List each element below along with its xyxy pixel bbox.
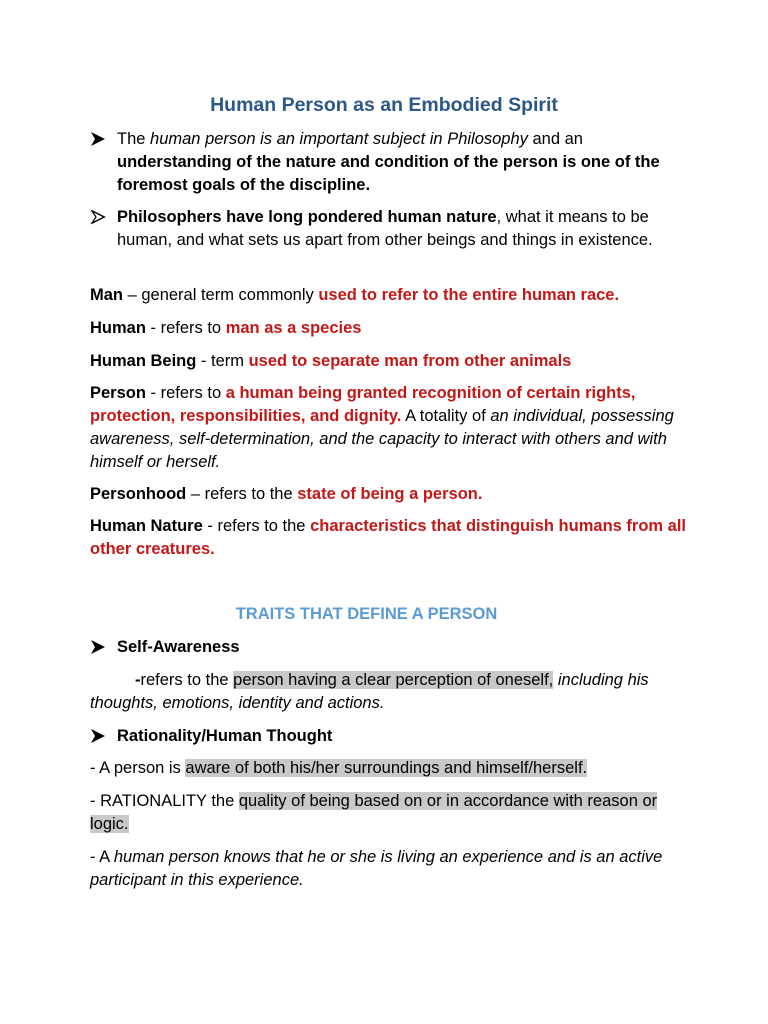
trait-text: - A person is <box>90 759 186 777</box>
dash-marker: - <box>135 671 141 689</box>
definition-emphasis: used to refer to the entire human race. <box>318 286 620 304</box>
arrowhead-bullet-icon <box>90 209 106 225</box>
intro-bold: understanding of the nature and condition of the person is one of the foremost goals of the discipline. <box>117 153 660 194</box>
trait-label: Rationality/Human Thought <box>117 727 333 745</box>
definition-human <box>90 317 690 340</box>
trait-rationality <box>90 725 680 748</box>
trait-self-awareness-desc <box>90 669 682 715</box>
definition-human-being <box>90 350 690 373</box>
definition-human-nature <box>90 515 690 561</box>
definition-emphasis: man as a species <box>225 319 362 337</box>
intro-bullet <box>90 128 680 197</box>
term-label: Human <box>90 319 146 337</box>
definition-text: – refers to the <box>186 485 298 503</box>
term-label: Person <box>90 384 146 402</box>
rationality-line-1 <box>90 757 690 780</box>
arrowhead-bullet-icon <box>90 131 106 147</box>
philosophers-bullet <box>90 206 680 252</box>
highlighted-text: aware of both his/her surroundings and himself/herself. <box>185 759 588 777</box>
highlighted-text: quality of being based on or in accordance with reason or logic. <box>90 792 658 833</box>
trait-text: refers to the <box>140 671 234 689</box>
definition-emphasis: characteristics that distinguish humans from all other creatures. <box>90 517 687 558</box>
definition-text: A totality of <box>401 407 491 425</box>
intro-text-mid: and an <box>527 130 583 148</box>
definition-emphasis: a human being granted recognition of certain rights, protection, responsibilities, and dignity. <box>90 384 636 425</box>
term-label: Human Being <box>90 352 197 370</box>
philosophers-bold: Philosophers have long pondered human nature <box>117 208 497 226</box>
highlighted-text: person having a clear perception of oneself, <box>233 671 554 689</box>
document-title: Human Person as an Embodied Spirit <box>210 94 558 116</box>
definition-emphasis: state of being a person. <box>297 485 483 503</box>
arrowhead-bullet-icon <box>90 639 106 655</box>
definition-person <box>90 382 682 474</box>
intro-italic: human person is an important subject in Philosophy <box>150 130 528 148</box>
trait-text: - RATIONALITY the <box>90 792 239 810</box>
definition-emphasis: used to separate man from other animals <box>248 352 572 370</box>
term-label: Personhood <box>90 485 187 503</box>
intro-text: The <box>117 130 151 148</box>
trait-italic: including his thoughts, emotions, identity and actions. <box>90 671 649 712</box>
definition-text: - term <box>196 352 249 370</box>
trait-italic: human person knows that he or she is living an experience and is an active participant in this experience. <box>90 848 663 889</box>
definition-text: - refers to <box>145 384 226 402</box>
term-label: Human Nature <box>90 517 203 535</box>
trait-label: Self-Awareness <box>117 638 240 656</box>
arrowhead-bullet-icon <box>90 728 106 744</box>
traits-heading: TRAITS THAT DEFINE A PERSON <box>235 605 498 623</box>
definition-text: - refers to <box>145 319 226 337</box>
trait-text: - A <box>90 848 114 866</box>
definition-text: – general term commonly <box>123 286 319 304</box>
definition-personhood <box>90 483 690 506</box>
rationality-line-2 <box>90 790 682 836</box>
rationality-line-3 <box>90 846 665 892</box>
definition-text: - refers to the <box>202 517 311 535</box>
definition-italic: an individual, possessing awareness, self-determination, and the capacity to interact with others and with himself or herself. <box>90 407 674 471</box>
philosophers-text: , what it means to be human, and what sets us apart from other beings and things in existence. <box>117 208 653 249</box>
term-label: Man <box>90 286 123 304</box>
definition-man <box>90 284 690 307</box>
trait-self-awareness <box>90 636 680 659</box>
